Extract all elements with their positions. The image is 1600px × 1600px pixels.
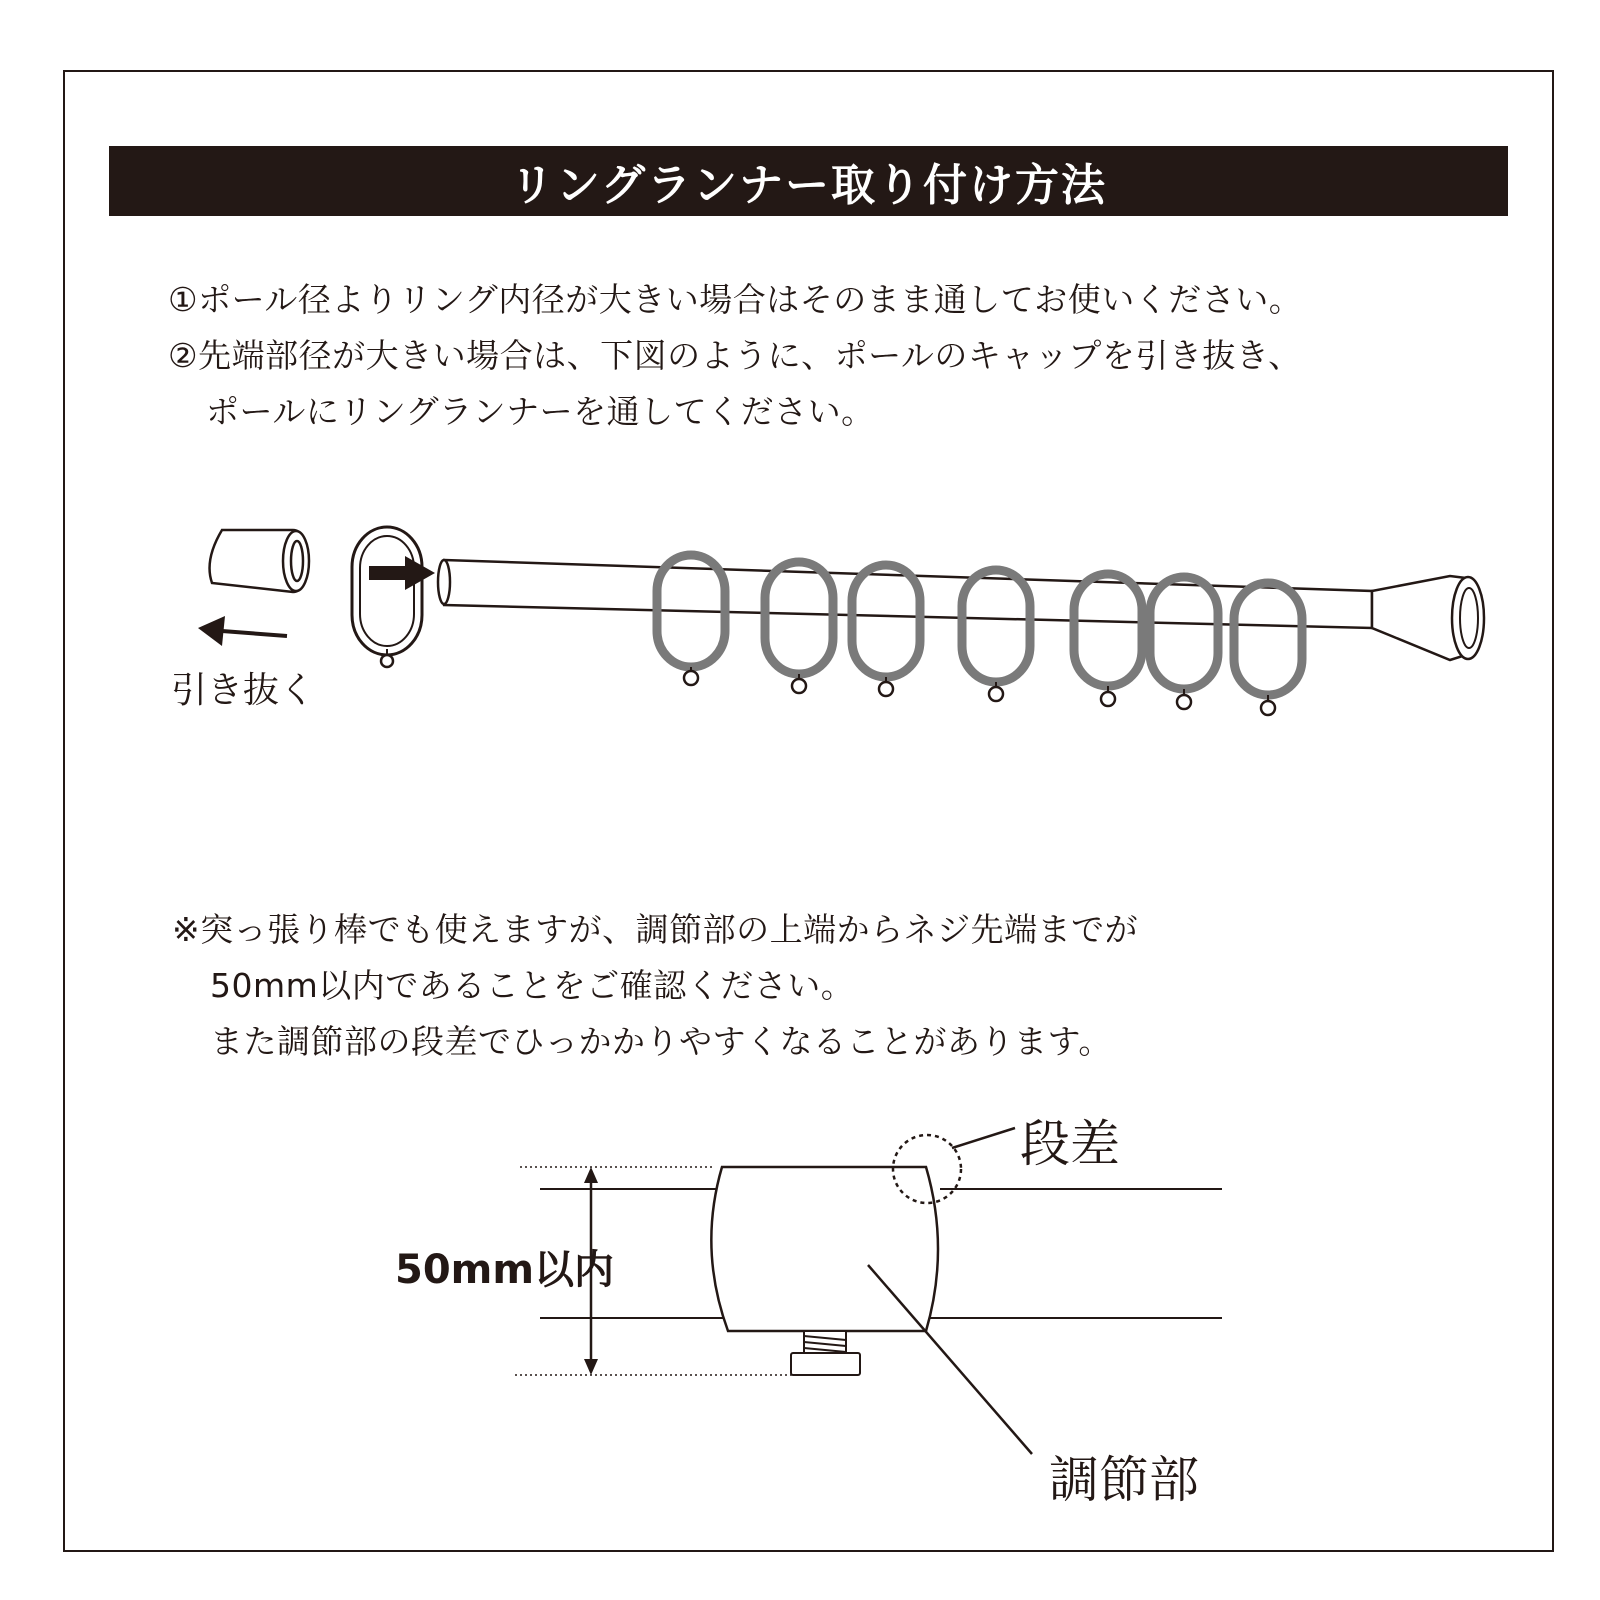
note-line-1: ※突っ張り棒でも使えますが、調節部の上端からネジ先端までが	[172, 910, 1139, 949]
page-title: リングランナー取り付け方法	[509, 160, 1108, 211]
adjuster-screw	[791, 1331, 860, 1375]
ring-entering	[352, 527, 422, 667]
instruction-line-1: ①ポール径よりリング内径が大きい場合はそのまま通してお使いください。	[168, 280, 1303, 319]
instruction-line-2: ②先端部径が大きい場合は、下図のように、ポールのキャップを引き抜き、	[168, 336, 1302, 375]
note-block	[172, 902, 1138, 1070]
instruction-line-3: ポールにリングランナーを通してください。	[206, 392, 875, 431]
insert-arrow	[369, 556, 435, 590]
end-cap	[210, 530, 309, 592]
adjuster-label: 調節部	[1049, 1451, 1199, 1509]
pole-finial	[1372, 576, 1484, 660]
note-line-2: 50mm以内であることをご確認ください。	[210, 966, 855, 1005]
pull-out-arrow	[198, 616, 287, 646]
adjuster-callout-line	[868, 1265, 1032, 1454]
note-line-3: また調節部の段差でひっかかりやすくなることがあります。	[210, 1022, 1112, 1061]
dimension-label: 50mm以内	[395, 1247, 615, 1293]
step-label: 段差	[1020, 1115, 1120, 1173]
pull-out-label: 引き抜く	[171, 670, 316, 711]
